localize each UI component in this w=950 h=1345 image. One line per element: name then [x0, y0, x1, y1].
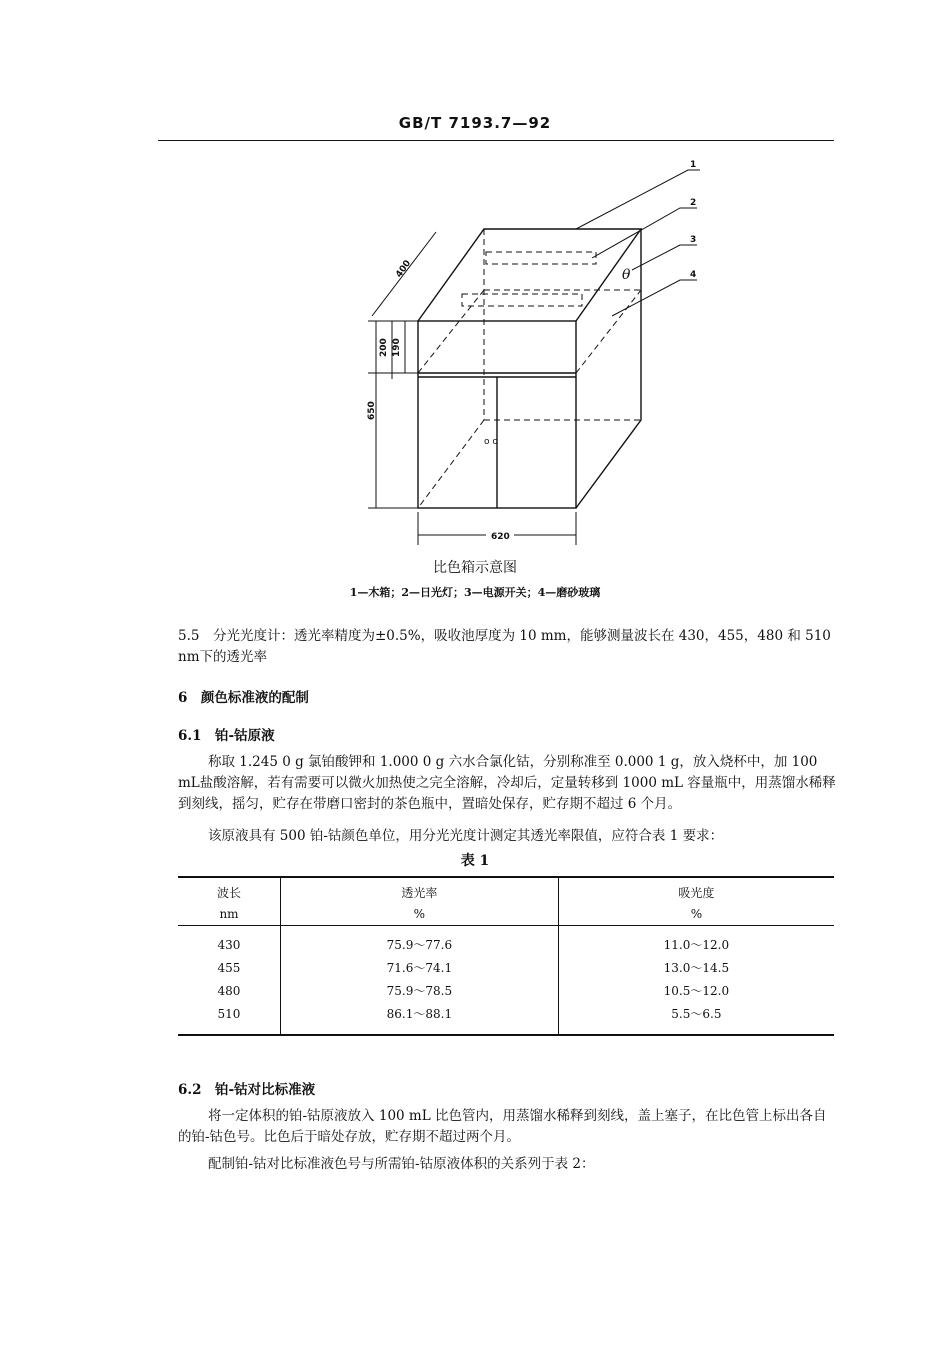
- callout-leader-1: [576, 170, 700, 229]
- section-6-heading: 6 颜色标准液的配制: [178, 690, 309, 706]
- fluorescent-lamp-lower: [462, 294, 582, 306]
- table-header-cell: [558, 877, 834, 926]
- section-6-1-heading: 6.1 铂-钴原液: [178, 728, 275, 744]
- power-switch-symbol: θ: [622, 267, 631, 283]
- dim-label-depth: 400: [394, 258, 414, 280]
- table-cell: 11.0～12.0: [558, 926, 834, 958]
- table-cell: 480: [217, 984, 241, 998]
- header-absorbance-unit: %: [690, 907, 703, 921]
- table-cell: 5.5～6.5: [558, 1003, 834, 1035]
- section-5-5-text: 5.5 分光光度计：透光率精度为±0.5%，吸收池厚度为 10 mm，能够测量波长在 430，455，480 和 510 nm下的透光率: [178, 628, 831, 665]
- callout-number-1: 1: [690, 160, 697, 170]
- table-cell: 510: [217, 1007, 241, 1021]
- table-header-cell: [178, 877, 280, 926]
- callout-leader-2: [592, 208, 697, 258]
- section-6-1-paragraph-1: 称取 1.245 0 g 氯铂酸钾和 1.000 0 g 六水合氯化钴，分别称准至 0.000 1 g，放入烧杯中，加 100 mL盐酸溶解，若有需要可以微火加热使之完全溶解，冷却后，定量转移到 1000 mL 容量瓶中，用蒸馏水稀释到刻线，摇匀，贮存在带磨口密封的茶色瓶中，置暗处保存，贮存期不超过 6 个月。: [178, 754, 836, 812]
- section-6-2-paragraph-1: 将一定体积的铂-钴原液放入 100 mL 比色管内，用蒸馏水稀释到刻线，盖上塞子，在比色管上标出各自的铂-钴色号。比色后于暗处存放，贮存期不超过两个月。: [178, 1108, 827, 1145]
- box-top-face: [418, 229, 641, 321]
- section-6-2-paragraph-2: 配制铂-钴对比标准液色号与所需铂-钴原液体积的关系列于表 2：: [208, 1156, 595, 1172]
- dim-label-width: 620: [491, 532, 510, 542]
- table-cell: 75.9～77.6: [280, 926, 558, 958]
- table-row: [178, 1003, 834, 1035]
- header-wavelength: 波长: [216, 886, 241, 900]
- table-header-cell: [280, 877, 558, 926]
- table-cell: 455: [217, 961, 241, 975]
- fluorescent-lamp-upper: [486, 252, 596, 264]
- figure-title: 比色箱示意图: [433, 560, 517, 576]
- door-handles: o o: [484, 437, 498, 447]
- box-right-face: [576, 229, 641, 508]
- table-cell: 10.5～12.0: [558, 980, 834, 1003]
- table-cell: 71.6～74.1: [280, 957, 558, 980]
- header-rule: [158, 140, 834, 141]
- figure-legend: 1—木箱；2—日光灯；3—电源开关；4—磨砂玻璃: [349, 586, 601, 599]
- section-6-1-paragraph-2: 该原液具有 500 铂-钴颜色单位，用分光光度计测定其透光率限值，应符合表 1 要求：: [208, 828, 724, 844]
- table-row: [178, 926, 834, 958]
- callout-leader-4: [612, 280, 697, 316]
- table-1-title: 表 1: [460, 853, 490, 869]
- dim-label-upper-inner: 190: [392, 338, 402, 357]
- header-transmittance-unit: %: [413, 907, 426, 921]
- callout-number-4: 4: [690, 270, 697, 280]
- table-cell: 86.1～88.1: [280, 1003, 558, 1035]
- header-wavelength-unit: nm: [219, 907, 239, 921]
- table-row: [178, 957, 834, 980]
- table-1: [178, 876, 834, 1036]
- header-transmittance: 透光率: [401, 886, 438, 900]
- callout-leader-3: [632, 245, 697, 270]
- table-cell: 13.0～14.5: [558, 957, 834, 980]
- table-cell: 430: [217, 938, 241, 952]
- dim-label-height: 650: [367, 401, 377, 420]
- section-6-2-heading: 6.2 铂-钴对比标准液: [178, 1082, 316, 1098]
- callout-number-2: 2: [690, 198, 697, 208]
- table-cell: 75.9～78.5: [280, 980, 558, 1003]
- color-comparison-box-figure: [0, 150, 950, 550]
- header-absorbance: 吸光度: [678, 886, 715, 900]
- standard-code-header: GB/T 7193.7—92: [398, 114, 552, 132]
- table-row: [178, 980, 834, 1003]
- callout-number-3: 3: [690, 235, 697, 245]
- dim-label-upper-outer: 200: [379, 338, 389, 357]
